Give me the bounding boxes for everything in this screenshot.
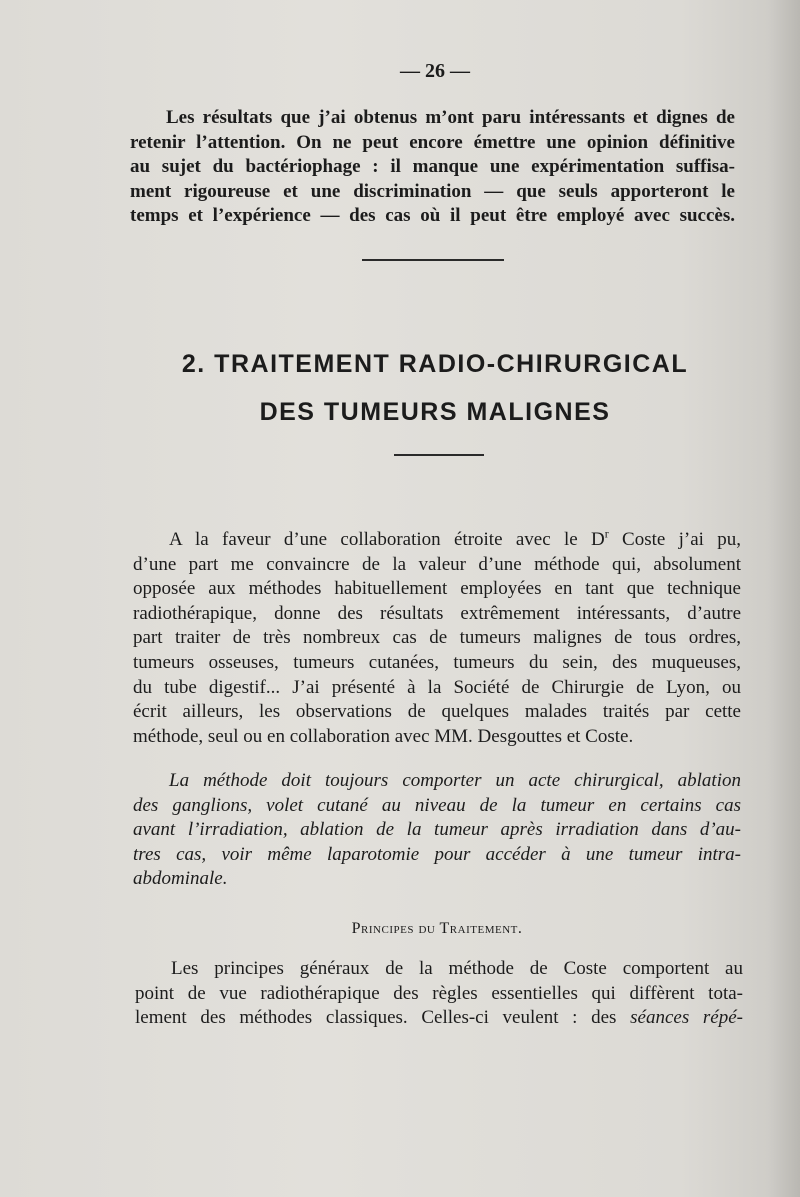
collab-line: tumeurs osseuses, tumeurs cutanées, tumeurs du sein, des muqueuses, <box>133 651 741 673</box>
principles-line: Les principes généraux de la méthode de Coste comportent au <box>171 958 743 979</box>
collab-line: du tube digestif... J’ai présenté à la Société de Chirurgie de Lyon, ou <box>133 676 741 698</box>
collab-first-line <box>133 528 741 553</box>
separator-rule <box>362 259 504 261</box>
principles-line: point de vue radiothérapique des règles essentielles qui diffèrent tota- <box>135 982 743 1004</box>
section-heading-line2: DES TUMEURS MALIGNES <box>259 398 611 426</box>
method-last-line: abdominale. <box>133 868 228 890</box>
intro-line: au sujet du bactériophage : il manque une expérimentation suffisa- <box>130 156 735 178</box>
doctor-superscript: r <box>604 526 609 541</box>
collab-line: écrit ailleurs, les observations de quelques malades traités par cette <box>133 701 741 723</box>
collab-line: radiothérapique, donne des résultats extrêmement intéressants, d’autre <box>133 602 741 624</box>
method-line: tres cas, voir même laparotomie pour accéder à une tumeur intra- <box>133 843 741 865</box>
method-paragraph <box>133 769 741 892</box>
intro-line: temps et l’expérience — des cas où il peut être employé avec succès. <box>130 205 735 227</box>
intro-line: Les résultats que j’ai obtenus m’ont paru intéressants et dignes de <box>166 107 735 128</box>
intro-paragraph <box>130 106 735 229</box>
principles-paragraph <box>135 957 743 1031</box>
collaboration-paragraph <box>133 528 741 749</box>
collab-line1-after: Coste j’ai pu, <box>608 529 741 550</box>
intro-line: retenir l’attention. On ne peut encore émettre une opinion définitive <box>130 131 735 153</box>
principles-last-line <box>135 1006 743 1031</box>
collab-line: opposée aux méthodes habituellement employées en tant que technique <box>133 578 741 600</box>
collab-line: d’une part me convaincre de la valeur d’une méthode qui, absolument <box>133 553 741 575</box>
method-line: La méthode doit toujours comporter un acte chirurgical, ablation <box>169 770 741 791</box>
collab-last-line: méthode, seul ou en collaboration avec MM. Desgouttes et Coste. <box>133 725 634 747</box>
page-number: — 26 — <box>400 60 470 82</box>
intro-line: ment rigoureuse et une discrimination — que seuls apporteront le <box>130 180 735 202</box>
section-heading-line1: 2. TRAITEMENT RADIO-CHIRURGICAL <box>181 350 689 378</box>
principles-last-italic: séances répé- <box>630 1007 743 1029</box>
principles-last-plain: lement des méthodes classiques. Celles-ci veulent : des <box>135 1007 631 1029</box>
method-line: avant l’irradiation, ablation de la tumeur après irradiation dans d’au- <box>133 819 741 841</box>
heading-underline-rule <box>394 454 484 456</box>
collab-line1-before: A la faveur d’une collaboration étroite avec le D <box>169 529 605 550</box>
collab-line: part traiter de très nombreux cas de tumeurs malignes de tous ordres, <box>133 627 741 649</box>
principles-subheading: Principes du Traitement. <box>351 920 523 937</box>
method-line: des ganglions, volet cutané au niveau de la tumeur en certains cas <box>133 794 741 816</box>
